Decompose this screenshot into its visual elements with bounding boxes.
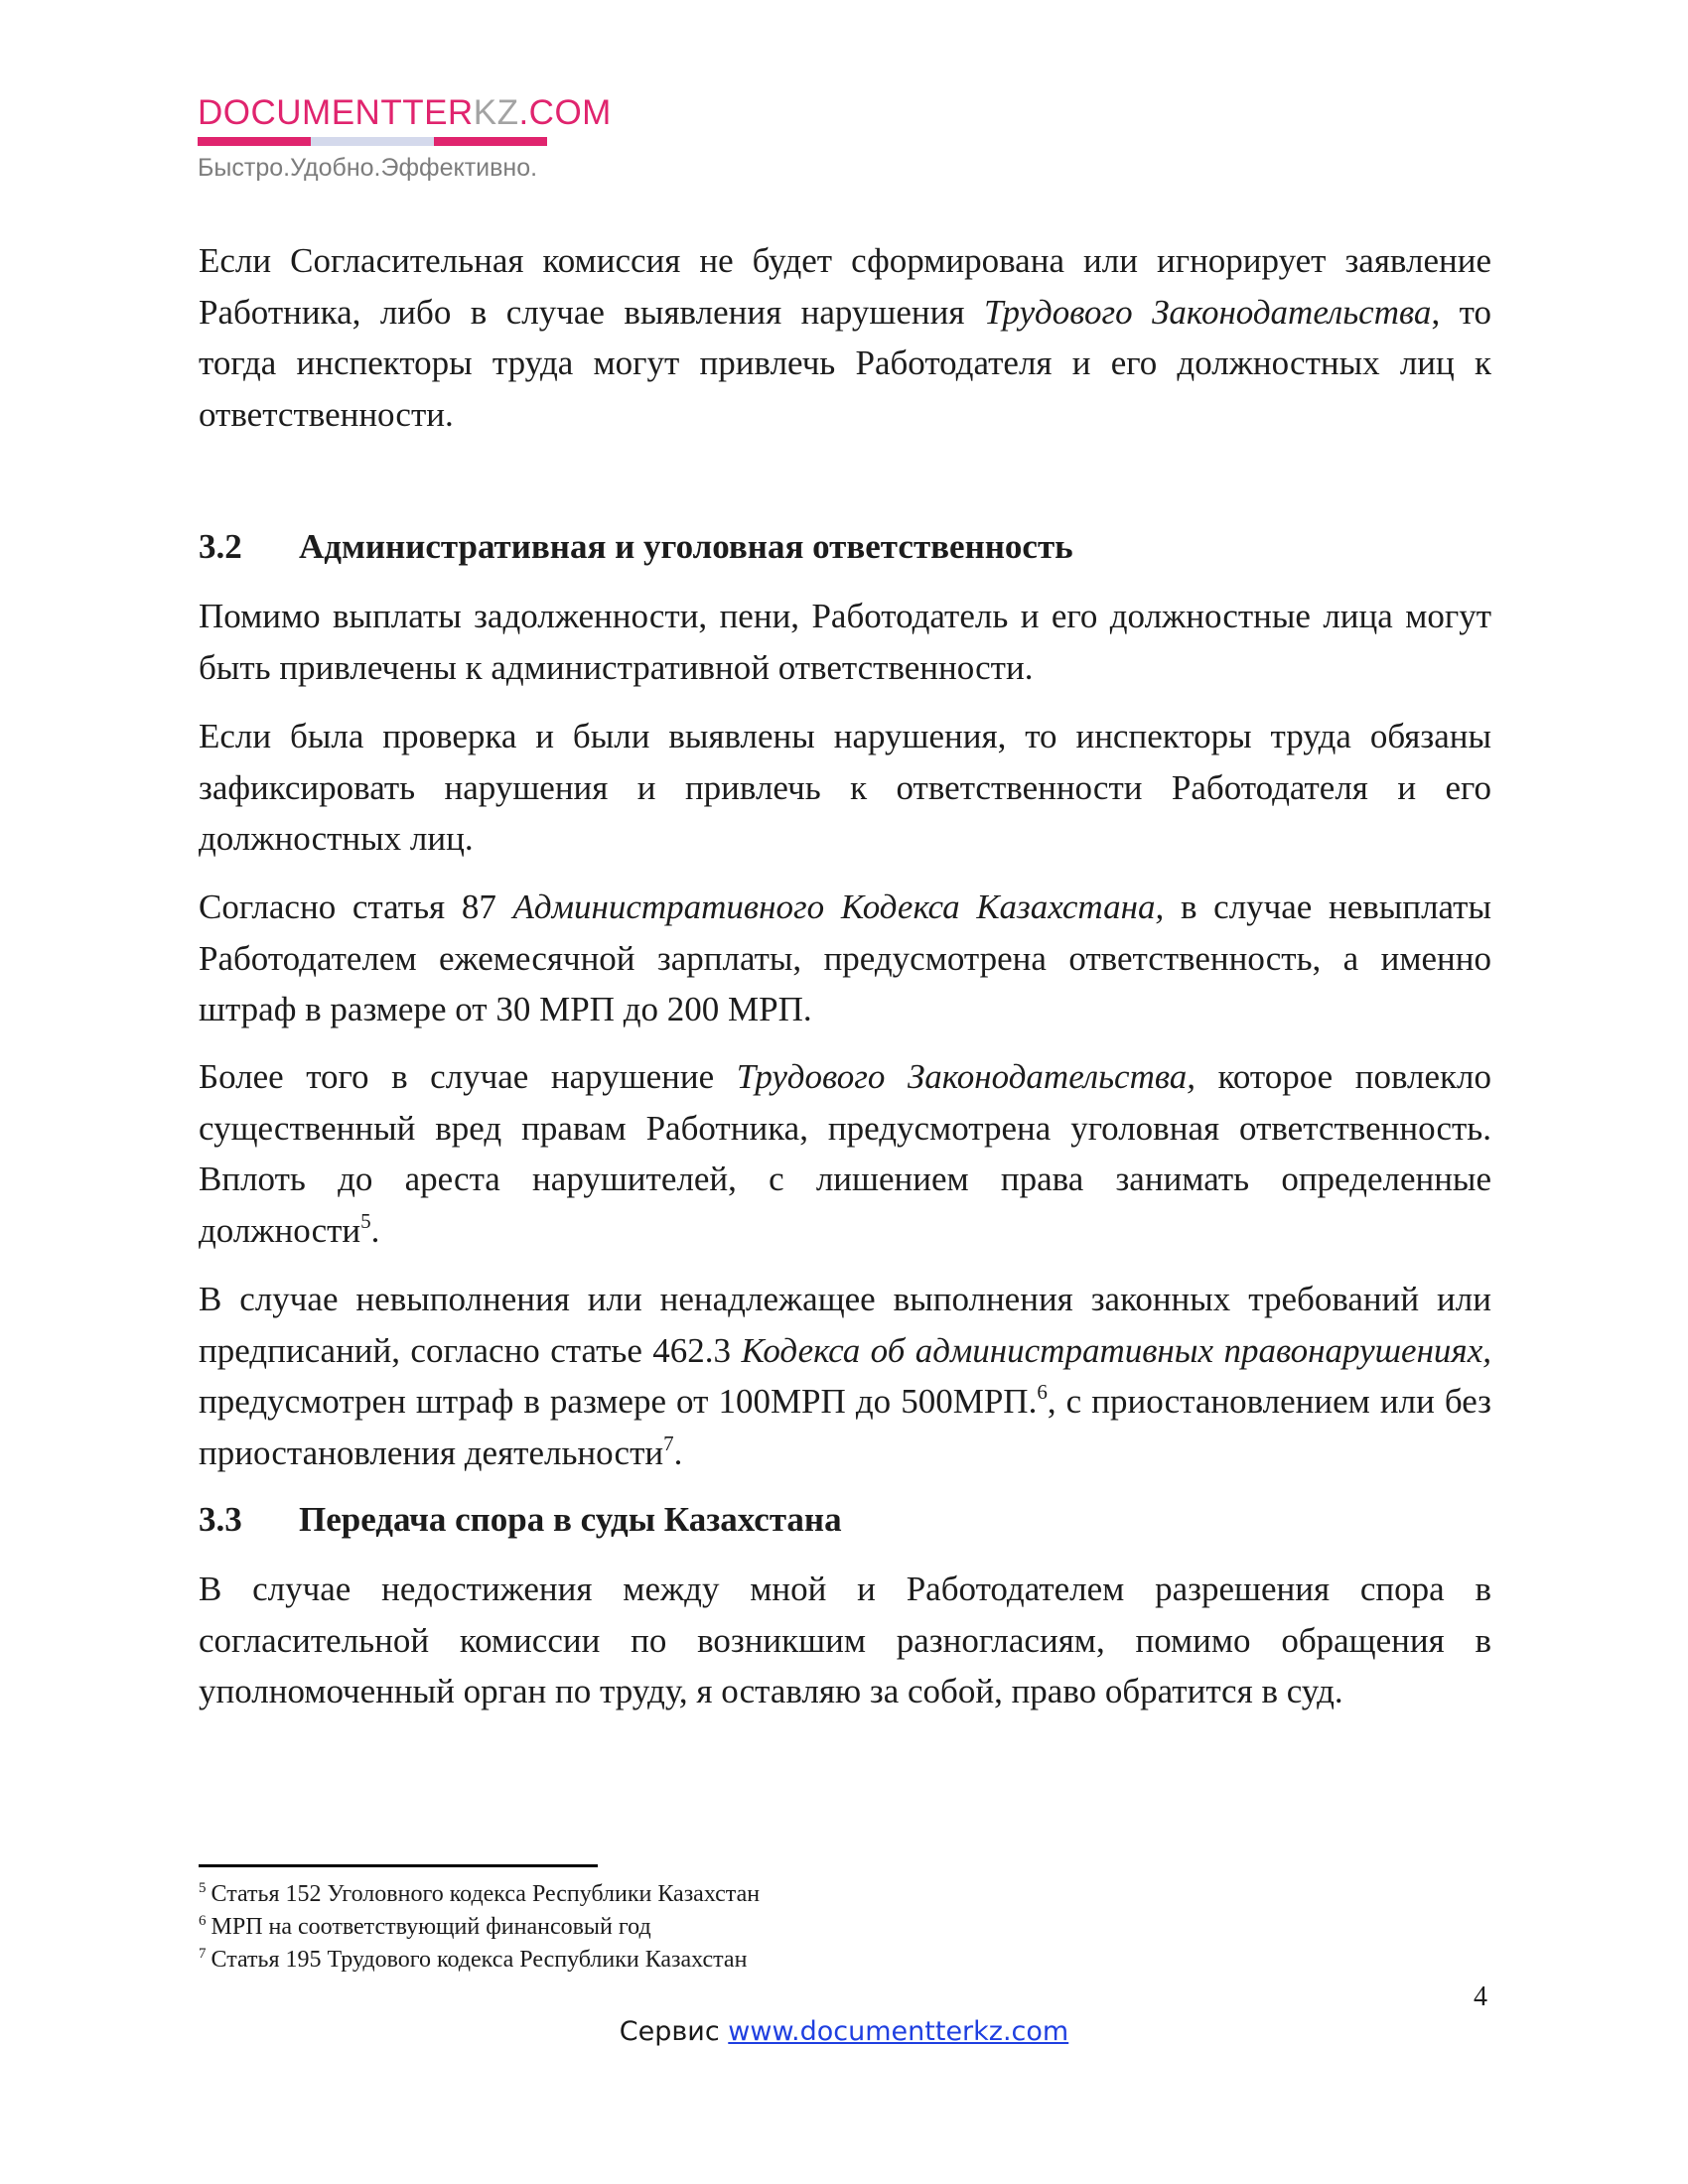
footnote-ref-5: 5: [360, 1208, 371, 1233]
footnote-7: $^7$ Статья 195 Трудового кодекса Республики Казахстан: [199, 1946, 748, 1973]
paragraph-court: В случае недостижения между мной и Работодателем разрешения спора в согласительной комиссии по возникшим разногласиям, помимо обращения в уполномоченный орган по труду, я оставляю за собой, право обратится в суд.: [199, 1570, 1491, 1710]
brand-main: DOCUMENTTER: [198, 93, 474, 132]
paragraph-commission: Если Согласительная комиссия не будет сформирована или игнорирует заявление Работника, либо в случае выявления нарушения Трудового Законодательства, то тогда инспекторы труда могут привлечь Работодателя и его должностных лиц к ответственности.: [199, 241, 1491, 434]
footnotes: [199, 1878, 1192, 1977]
service-label: Сервис: [619, 2016, 729, 2047]
footnote-ref-6: 6: [1037, 1380, 1048, 1404]
paragraph-criminal-liability: Более того в случае нарушение Трудового Законодательства, которое повлекло существенный вред правам Работника, предусмотрена уголовная ответственность. Вплоть до ареста нарушителей, с лишением права занимать определенные должности$^5$.: [199, 1057, 1491, 1250]
page-number: 4: [1474, 1981, 1487, 2012]
brand-logo: [198, 93, 612, 183]
paragraph-inspection: Если была проверка и были выявлены нарушения, то инспекторы труда обязаны зафиксировать нарушения и привлечь к ответственности Работодателя и его должностных лиц.: [199, 717, 1491, 858]
section-3-2-heading: [199, 523, 1491, 571]
brand-wordmark: [198, 93, 612, 132]
section-title: Административная и уголовная ответственность: [299, 527, 1073, 566]
brand-tagline: Быстро.Удобно.Эффективно.: [198, 154, 538, 182]
footnote-6: $^6$ МРП на соответствующий финансовый год: [199, 1913, 651, 1940]
brand-kz: KZ: [473, 93, 519, 132]
paragraph-article-462: В случае невыполнения или ненадлежащее выполнения законных требований или предписаний, согласно статье 462.3 Кодекса об административных правонарушениях, предусмотрен штраф в размере от 100МРП до 500МРП.$^6$, с приостановлением или без приостановления деятельности$^7$.: [199, 1280, 1491, 1472]
section-title: Передача спора в суды Казахстана: [299, 1500, 842, 1539]
section-number: 3.3: [199, 1500, 242, 1539]
service-link[interactable]: www.documentterkz.com: [728, 2016, 1069, 2047]
footnote-5: $^5$ Статья 152 Уголовного кодекса Республики Казахстан: [199, 1880, 761, 1907]
paragraph-article-87: Согласно статья 87 Административного Кодекса Казахстана, в случае невыплаты Работодателем ежемесячной зарплаты, предусмотрена ответственность, а именно штраф в размере от 30 МРП до 200 МРП.: [199, 887, 1491, 1028]
section-number: 3.2: [199, 527, 242, 566]
service-footer: [0, 2016, 1688, 2047]
brand-color-bar: [198, 137, 547, 146]
footnote-separator: [199, 1864, 598, 1867]
section-3-3-heading: [199, 1496, 1491, 1544]
paragraph-admin-liability: Помимо выплаты задолженности, пени, Работодатель и его должностные лица могут быть привлечены к административной ответственности.: [199, 597, 1491, 687]
brand-tld: .COM: [518, 93, 612, 132]
footnote-ref-7: 7: [663, 1431, 674, 1455]
